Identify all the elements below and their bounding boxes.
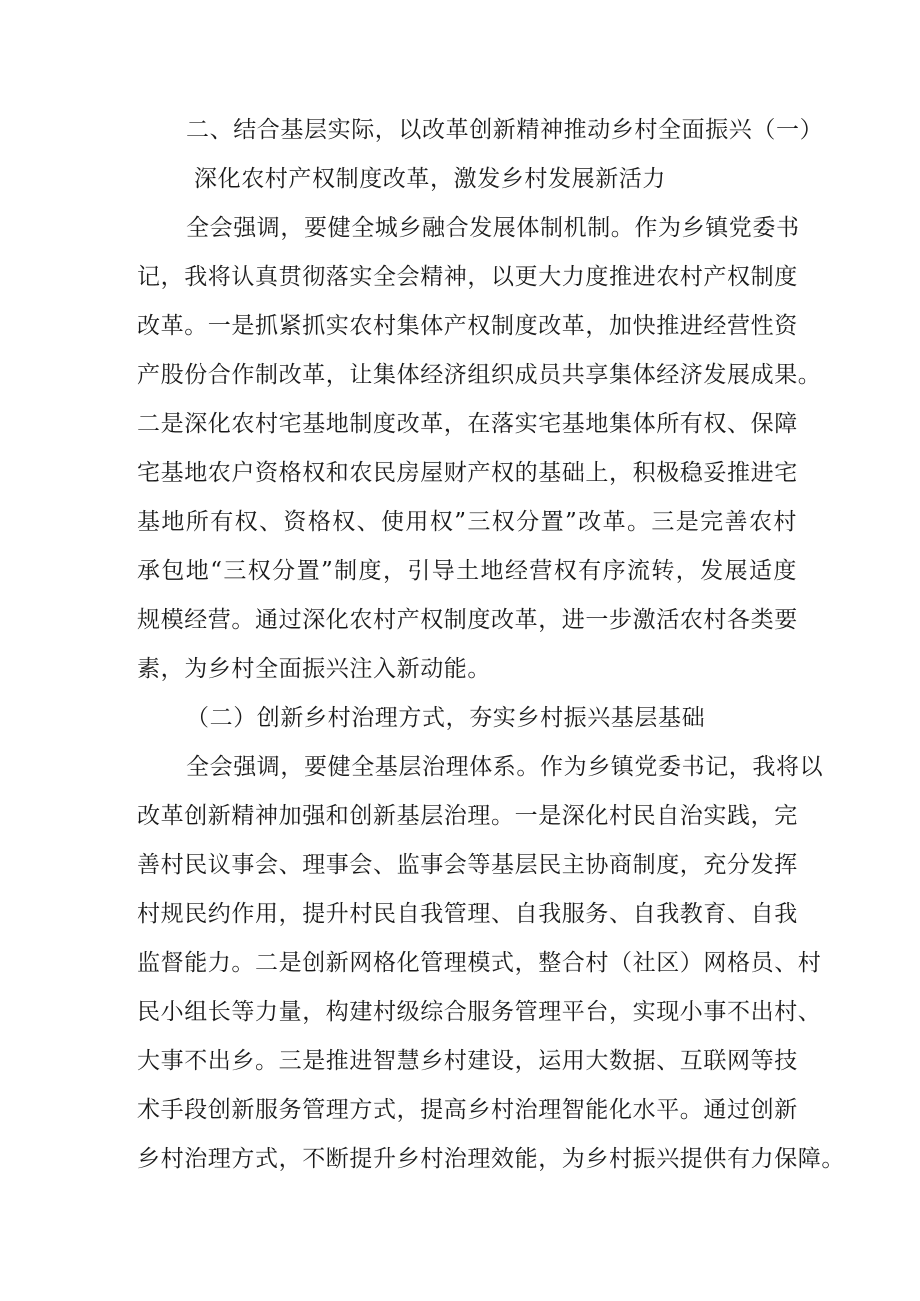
paragraph-1-line-7: 基地所有权、资格权、使用权”三权分置”改革。三是完善农村 (137, 509, 797, 535)
paragraph-2-line-3: 善村民议事会、理事会、监事会等基层民主协商制度，充分发挥 (137, 852, 798, 878)
paragraph-1-line-5: 二是深化农村宅基地制度改革，在落实宅基地集体所有权、保障 (137, 411, 798, 437)
section-heading-line-2: 深化农村产权制度改革，激发乡村发展新活力 (194, 166, 666, 192)
section-heading-line-1: 二、结合基层实际，以改革创新精神推动乡村全面振兴（一） (186, 117, 824, 143)
paragraph-2-line-5: 监督能力。二是创新网格化管理模式，整合村（社区）网格员、村 (137, 950, 822, 976)
paragraph-2-line-1: 全会强调，要健全基层治理体系。作为乡镇党委书记，我将以 (186, 754, 824, 780)
paragraph-1-line-3: 改革。一是抓紧抓实农村集体产权制度改革，加快推进经营性资 (137, 313, 798, 339)
paragraph-2-line-6: 民小组长等力量，构建村级综合服务管理平台，实现小事不出村、 (137, 999, 822, 1025)
paragraph-2-line-8: 术手段创新服务管理方式，提高乡村治理智能化水平。通过创新 (137, 1097, 798, 1123)
paragraph-1-line-2: 记，我将认真贯彻落实全会精神，以更大力度推进农村产权制度 (137, 264, 798, 290)
paragraph-2-line-2: 改革创新精神加强和创新基层治理。一是深化村民自治实践，完 (137, 803, 798, 829)
paragraph-2-line-4: 村规民约作用，提升村民自我管理、自我服务、自我教育、自我 (137, 901, 798, 927)
paragraph-1-line-4: 产股份合作制改革，让集体经济组织成员共享集体经济发展成果。 (137, 362, 822, 388)
paragraph-1-line-9: 规模经营。通过深化农村产权制度改革，进一步激活农村各类要 (137, 607, 798, 633)
section-heading-2: （二）创新乡村治理方式，夯实乡村振兴基层基础 (186, 705, 706, 731)
paragraph-1-line-1: 全会强调，要健全城乡融合发展体制机制。作为乡镇党委书 (186, 215, 800, 241)
paragraph-2-line-7: 大事不出乡。三是推进智慧乡村建设，运用大数据、互联网等技 (137, 1048, 798, 1074)
paragraph-1-line-6: 宅基地农户资格权和农民房屋财产权的基础上，积极稳妥推进宅 (137, 460, 798, 486)
paragraph-1-line-8: 承包地“三权分置”制度，引导土地经营权有序流转，发展适度 (137, 558, 797, 584)
paragraph-1-line-10: 素，为乡村全面振兴注入新动能。 (137, 656, 491, 682)
paragraph-2-line-9: 乡村治理方式，不断提升乡村治理效能，为乡村振兴提供有力保障。 (137, 1146, 845, 1172)
